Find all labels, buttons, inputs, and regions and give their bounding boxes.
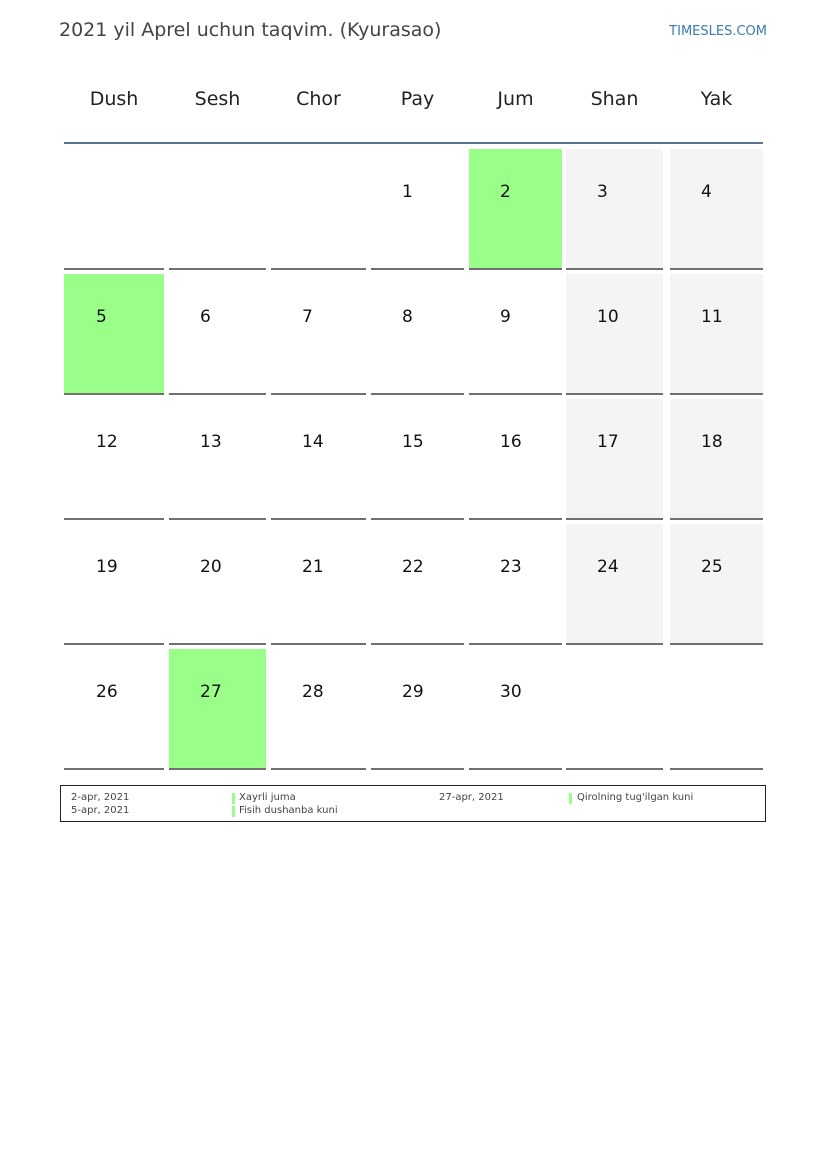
day-cell-11[interactable] (670, 274, 763, 395)
holiday-color-marker (232, 793, 235, 804)
weekday-yak: Yak (700, 88, 733, 110)
day-number: 9 (500, 307, 511, 327)
day-number: 18 (701, 432, 723, 452)
day-cell-16[interactable] (469, 399, 562, 520)
day-cell-5[interactable] (64, 274, 164, 395)
day-number: 13 (200, 432, 222, 452)
day-number: 24 (597, 557, 619, 577)
day-number: 2 (500, 182, 511, 202)
weekday-dush: Dush (89, 88, 139, 110)
day-cell-7[interactable] (271, 274, 366, 395)
day-cell-28[interactable] (271, 649, 366, 770)
holiday-date: 27-apr, 2021 (439, 792, 504, 803)
empty-day-cell (64, 149, 164, 270)
day-cell-20[interactable] (169, 524, 266, 645)
day-number: 14 (302, 432, 324, 452)
day-cell-12[interactable] (64, 399, 164, 520)
page-title: 2021 yil Aprel uchun taqvim. (Kyurasao) (59, 19, 442, 41)
day-cell-10[interactable] (566, 274, 663, 395)
holiday-color-marker (569, 793, 572, 804)
day-cell-23[interactable] (469, 524, 562, 645)
day-number: 19 (96, 557, 118, 577)
day-cell-19[interactable] (64, 524, 164, 645)
day-cell-8[interactable] (371, 274, 464, 395)
day-cell-4[interactable] (670, 149, 763, 270)
empty-day-cell (271, 149, 366, 270)
holiday-date: 2-apr, 2021 (71, 792, 130, 803)
day-number: 25 (701, 557, 723, 577)
site-link[interactable]: TIMESLES.COM (669, 24, 767, 39)
holiday-color-marker (232, 806, 235, 817)
day-number: 7 (302, 307, 313, 327)
day-cell-24[interactable] (566, 524, 663, 645)
day-cell-2[interactable] (469, 149, 562, 270)
weekday-shan: Shan (590, 88, 639, 110)
day-cell-1[interactable] (371, 149, 464, 270)
day-cell-18[interactable] (670, 399, 763, 520)
day-number: 1 (402, 182, 413, 202)
weekday-pay: Pay (400, 88, 435, 110)
day-cell-13[interactable] (169, 399, 266, 520)
day-number: 21 (302, 557, 324, 577)
day-number: 28 (302, 682, 324, 702)
day-number: 27 (200, 682, 222, 702)
holiday-legend (60, 785, 766, 822)
day-cell-30[interactable] (469, 649, 562, 770)
day-number: 8 (402, 307, 413, 327)
holiday-date: 5-apr, 2021 (71, 805, 130, 816)
day-cell-14[interactable] (271, 399, 366, 520)
day-number: 16 (500, 432, 522, 452)
day-number: 26 (96, 682, 118, 702)
day-number: 15 (402, 432, 424, 452)
holiday-name: Qirolning tug'ilgan kuni (577, 792, 694, 803)
empty-day-cell (566, 649, 663, 770)
day-cell-15[interactable] (371, 399, 464, 520)
day-number: 30 (500, 682, 522, 702)
day-cell-27[interactable] (169, 649, 266, 770)
day-cell-29[interactable] (371, 649, 464, 770)
day-number: 12 (96, 432, 118, 452)
day-number: 6 (200, 307, 211, 327)
day-cell-25[interactable] (670, 524, 763, 645)
day-number: 22 (402, 557, 424, 577)
day-number: 4 (701, 182, 712, 202)
day-cell-17[interactable] (566, 399, 663, 520)
day-cell-3[interactable] (566, 149, 663, 270)
day-cell-21[interactable] (271, 524, 366, 645)
day-number: 11 (701, 307, 723, 327)
weekday-sesh: Sesh (194, 88, 241, 110)
day-number: 17 (597, 432, 619, 452)
empty-day-cell (169, 149, 266, 270)
day-number: 10 (597, 307, 619, 327)
day-number: 23 (500, 557, 522, 577)
day-cell-9[interactable] (469, 274, 562, 395)
empty-day-cell (670, 649, 763, 770)
day-number: 20 (200, 557, 222, 577)
day-cell-6[interactable] (169, 274, 266, 395)
holiday-name: Fisih dushanba kuni (239, 805, 338, 816)
day-number: 3 (597, 182, 608, 202)
weekday-chor: Chor (296, 88, 341, 110)
holiday-name: Xayrli juma (239, 792, 296, 803)
day-number: 5 (96, 307, 107, 327)
day-cell-22[interactable] (371, 524, 464, 645)
weekday-jum: Jum (497, 88, 534, 110)
day-cell-26[interactable] (64, 649, 164, 770)
day-number: 29 (402, 682, 424, 702)
